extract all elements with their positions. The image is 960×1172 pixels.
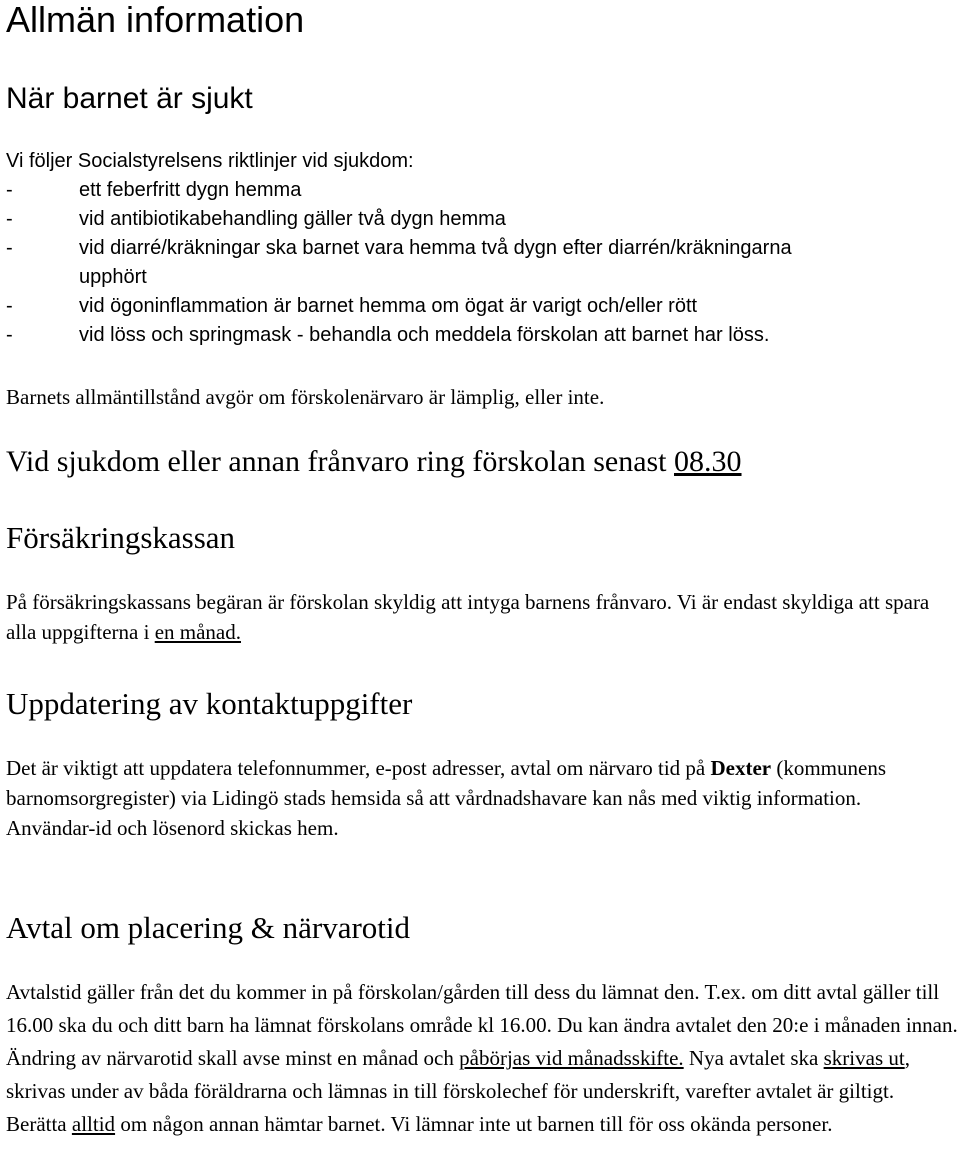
- update-heading: Uppdatering av kontaktuppgifter: [6, 686, 413, 721]
- fk-text-underlined: en månad.: [154, 620, 241, 644]
- list-dash: -: [6, 324, 13, 346]
- agreement-text-4: om någon annan hämtar barnet. Vi lämnar inte ut barnen till för oss okända personer.: [115, 1112, 833, 1136]
- agreement-underlined-2: skrivas ut: [823, 1046, 905, 1070]
- agreement-underlined-1: påbörjas vid månadsskifte.: [459, 1046, 684, 1070]
- page-title: Allmän information: [6, 0, 305, 40]
- general-condition-text: Barnets allmäntillstånd avgör om förskolenärvaro är lämplig, eller inte.: [6, 385, 605, 409]
- list-dash: -: [6, 208, 13, 230]
- update-text-body-2: (kommunens barnomsorgregister) via Lidingö stads hemsida så att vårdnadshavare kan nås med viktig information.: [6, 756, 887, 810]
- sick-heading: När barnet är sjukt: [6, 82, 253, 115]
- credentials-note: Användar-id och lösenord skickas hem.: [6, 816, 339, 840]
- agreement-text: [6, 976, 958, 1141]
- fk-heading: Försäkringskassan: [6, 520, 236, 555]
- list-dash: -: [6, 295, 13, 317]
- agreement-heading: Avtal om placering & närvarotid: [6, 910, 411, 945]
- dexter-label: Dexter: [710, 756, 772, 780]
- call-notice: [6, 445, 742, 479]
- list-item-text: vid diarré/kräkningar ska barnet vara hemma två dygn efter diarrén/kräkningarna: [79, 237, 792, 259]
- list-item-text: ett feberfritt dygn hemma: [79, 179, 302, 201]
- agreement-text-2: Nya avtalet ska: [683, 1046, 824, 1070]
- agreement-text-1: Avtalstid gäller från det du kommer in på förskolan/gården till dess du lämnat den. T.ex. om ditt avtal gäller till 16.00 ska du och ditt barn ha lämnat förskolans område kl 16.00. Du kan ändra avtalet den 20:e i månaden innan. Ändring av närvarotid skall avse minst en månad och: [6, 980, 958, 1070]
- agreement-underlined-3: alltid: [71, 1112, 116, 1136]
- call-notice-text: Vid sjukdom eller annan frånvaro ring förskolan senast: [6, 445, 675, 478]
- list-item-text: vid antibiotikabehandling gäller två dygn hemma: [79, 208, 506, 230]
- fk-text-body: På försäkringskassans begäran är förskolan skyldig att intyga barnens frånvaro. Vi är endast skyldiga att spara alla uppgifterna i: [6, 590, 930, 644]
- list-dash: -: [6, 237, 13, 259]
- call-time: 08.30: [674, 445, 742, 478]
- list-item-text: vid ögoninflammation är barnet hemma om ögat är varigt och/eller rött: [79, 295, 698, 317]
- sick-intro: Vi följer Socialstyrelsens riktlinjer vid sjukdom:: [6, 150, 414, 172]
- list-item-text: vid löss och springmask - behandla och meddela förskolan att barnet har löss.: [79, 324, 770, 346]
- list-dash: -: [6, 179, 13, 201]
- update-text-body: Det är viktigt att uppdatera telefonnummer, e-post adresser, avtal om närvaro tid på: [6, 756, 711, 780]
- fk-text: [6, 587, 958, 647]
- list-item-text: upphört: [79, 266, 147, 288]
- agreement-text-3: , skrivas under av båda föräldrarna och lämnas in till förskolechef för underskrift, varefter avtalet är giltigt. Berätta: [6, 1046, 910, 1136]
- update-text: [6, 753, 958, 843]
